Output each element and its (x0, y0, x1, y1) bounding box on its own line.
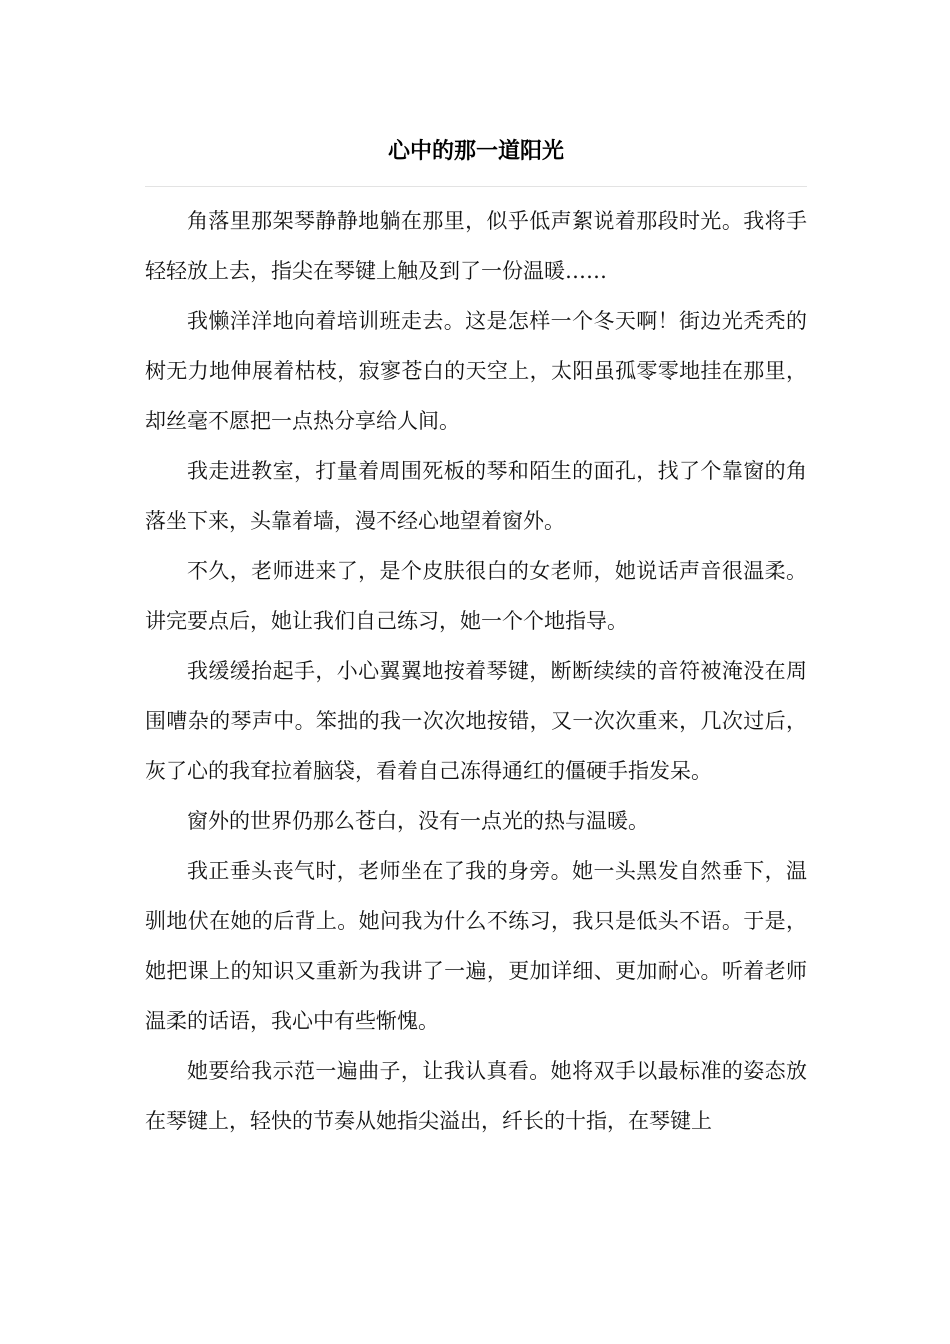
paragraph-3: 我走进教室，打量着周围死板的琴和陌生的面孔，找了个靠窗的角落坐下来，头靠着墙，漫不经心地望着窗外。 (145, 459, 807, 533)
paragraph-2: 我懒洋洋地向着培训班走去。这是怎样一个冬天啊！街边光秃秃的树无力地伸展着枯枝，寂寥苍白的天空上，太阳虽孤零零地挂在那里，却丝毫不愿把一点热分享给人间。 (145, 309, 807, 433)
document-body (145, 196, 807, 1146)
document-title: 心中的那一道阳光 (387, 138, 564, 164)
paragraph-8: 她要给我示范一遍曲子，让我认真看。她将双手以最标准的姿态放在琴键上，轻快的节奏从她指尖溢出，纤长的十指，在琴键上 (145, 1059, 807, 1133)
paragraph-5: 我缓缓抬起手，小心翼翼地按着琴键，断断续续的音符被淹没在周围嘈杂的琴声中。笨拙的我一次次地按错，又一次次重来，几次过后，灰了心的我耷拉着脑袋，看着自己冻得通红的僵硬手指发呆。 (145, 659, 807, 783)
paragraph-1: 角落里那架琴静静地躺在那里，似乎低声絮说着那段时光。我将手轻轻放上去，指尖在琴键上触及到了一份温暖…… (145, 209, 807, 283)
paragraph-6: 窗外的世界仍那么苍白，没有一点光的热与温暖。 (187, 809, 649, 833)
title-divider (145, 186, 807, 187)
paragraph-4: 不久，老师进来了，是个皮肤很白的女老师，她说话声音很温柔。讲完要点后，她让我们自己练习，她一个个地指导。 (145, 559, 807, 633)
paragraph-7: 我正垂头丧气时，老师坐在了我的身旁。她一头黑发自然垂下，温驯地伏在她的后背上。她问我为什么不练习，我只是低头不语。于是，她把课上的知识又重新为我讲了一遍，更加详细、更加耐心。听着老师温柔的话语，我心中有些惭愧。 (145, 859, 807, 1033)
document-page (145, 0, 807, 1344)
